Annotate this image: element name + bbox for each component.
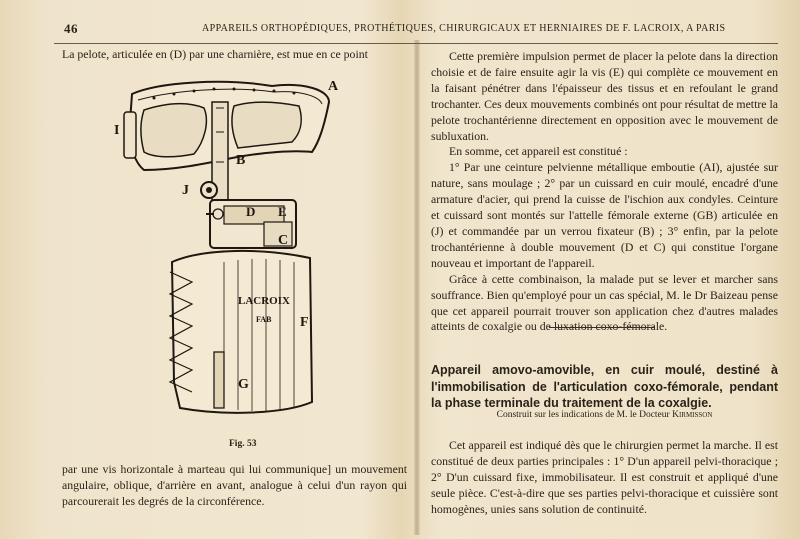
left-column <box>62 47 407 63</box>
construit-prefix: Construit sur les indications de M. le Docteur <box>496 410 670 420</box>
fig-label-e: E <box>278 204 287 219</box>
left-intro-text: La pelote, articulée en (D) par une charnière, est mue en ce point <box>62 47 368 61</box>
paragraph-5: Cet appareil est indiqué dès que le chirurgien permet la marche. Il est constitué de deux parties principales : 1° D'un appareil pelvi-thoracique ; 2° D'un cuissard fixe, immobilisateur. Il est construit et appliqué d'une seule pièce. C'est-à-dire que ses parties pelvi-thoracique et cuissière sont homogènes, unies sans solution de continuité. <box>431 438 778 516</box>
right-column <box>431 49 778 335</box>
paragraph-2: En somme, cet appareil est constitué : <box>449 144 628 159</box>
fig-label-a: A <box>328 79 339 94</box>
construit-name: Kirmisson <box>672 410 713 420</box>
left-bottom-text <box>62 462 407 510</box>
maker-mark-fab: FAB <box>256 315 272 324</box>
fig-label-j: J <box>182 183 189 198</box>
running-head: APPAREILS ORTHOPÉDIQUES, PROTHÉTIQUES, CHIRURGICAUX ET HERNIAIRES DE F. LACROIX, A PARIS <box>202 23 726 34</box>
maker-mark-lacroix: LACROIX <box>238 295 290 307</box>
fig-label-b: B <box>236 153 246 168</box>
construit-line <box>431 410 778 420</box>
orthopedic-appliance-figure <box>114 72 339 424</box>
fig-label-g: G <box>238 377 249 392</box>
page-number: 46 <box>64 21 78 36</box>
page-gutter <box>414 40 420 535</box>
right-bottom-text <box>431 438 778 518</box>
section-title: Appareil amovo-amovible, en cuir moulé, destiné à l'immobilisation de l'articulation coxo-fémorale, pendant la phase terminale du traitement de la coxalgie. <box>431 363 778 410</box>
fig-label-d: D <box>246 204 256 219</box>
paragraph-4: Grâce à cette combinaison, la malade put se lever et marcher sans souffrance. Bien qu'employé pour un cas spécial, M. le Dr Baizeau pense que cet appareil pourrait trouver son application chez d'autres malades atteints de coxalgie ou de luxation coxo-fémorale. <box>431 271 778 334</box>
fig-label-c: C <box>278 233 289 248</box>
section-divider <box>549 327 655 328</box>
paragraph-1: Cette première impulsion permet de placer la pelote dans la direction choisie et de faire ensuite agir la vis (E) qui complète ce mouvement en la faisant pénétrer dans l'épaisseur des tissus et en refoulant le grand trochanter. Ces deux mouvements combinés ont pour résultat de mettre la pelote trochantérienne directement en opposition avec le mouvement de subluxation. <box>431 49 778 143</box>
fig-label-i: I <box>114 123 120 138</box>
left-continuation-text: par une vis horizontale à marteau qui lui communique] un mouvement angulaire, oblique, d'arrière en avant, analogue à celui d'un rayon qui parcourerait les degrés de la circonférence. <box>62 462 407 508</box>
fig-label-f: F <box>300 315 309 330</box>
paragraph-3: 1° Par une ceinture pelvienne métallique emboutie (AI), ajustée sur nature, sans moulage ; 2° par un cuissard en cuir moulé, encadré d'une armature d'acier, qui prend la cuisse de l'ischion aux condyles. Ceinture et cuissard sont montés sur l'attelle fémorale externe (GB) articulée en (J) et commandée par un verrou fixateur (B) ; 3° enfin, par la pelote trochantérienne à double mouvement (D et C) qui constitue l'organe nouveau et important de l'appareil. <box>431 160 778 270</box>
page-header <box>54 21 778 44</box>
figure-caption: Fig. 53 <box>229 439 257 449</box>
